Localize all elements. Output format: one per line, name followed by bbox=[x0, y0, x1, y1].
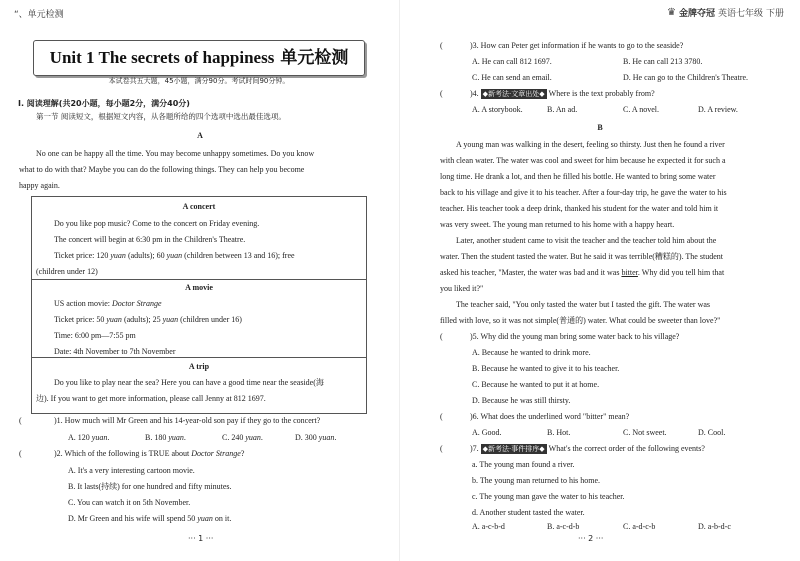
concert-line-2: The concert will begin at 6:30 pm in the Children's Theatre. bbox=[54, 235, 246, 244]
q5-answer-bracket[interactable]: ( bbox=[440, 332, 443, 341]
q5-option-a[interactable]: A. Because he wanted to drink more. bbox=[472, 348, 591, 357]
q7-option-a[interactable]: A. a-c-b-d bbox=[472, 522, 505, 531]
q3-stem: )3. How can Peter get information if he wants to go to the seaside? bbox=[470, 41, 684, 50]
q1-stem: )1. How much will Mr Green and his 14-year-old son pay if they go to the concert? bbox=[54, 416, 321, 425]
q4-tag: ◆新考法·文章出处◆ bbox=[482, 90, 545, 98]
passage-a-line-3: happy again. bbox=[19, 181, 60, 190]
q7-option-d[interactable]: D. a-b-d-c bbox=[698, 522, 731, 531]
concert-line-3: Ticket price: 120 yuan (adults); 60 yuan (children between 13 and 16); free bbox=[54, 251, 295, 260]
q3-option-d[interactable]: D. He can go to the Children's Theatre. bbox=[623, 73, 749, 82]
movie-line-4: Date: 4th November to 7th November bbox=[54, 347, 176, 356]
passage-b-line-5: teacher. His teacher took a deep drink, thanked his student for the water and told him it bbox=[440, 204, 719, 213]
movie-title: A movie bbox=[185, 283, 213, 292]
title-cn: 单元检测 bbox=[280, 48, 349, 68]
q7-stem: What's the correct order of the following events? bbox=[548, 444, 705, 453]
q4-option-c[interactable]: C. A novel. bbox=[623, 105, 660, 114]
page-number-left: ··· 1 ··· bbox=[188, 534, 214, 543]
q2-stem: )2. Which of the following is TRUE about Doctor Strange? bbox=[54, 449, 245, 458]
q7-event-d: d. Another student tasted the water. bbox=[472, 508, 585, 517]
concert-line-1: Do you like pop music? Come to the concert on Friday evening. bbox=[54, 219, 260, 228]
q6-stem: )6. What does the underlined word "bitter" mean? bbox=[470, 412, 630, 421]
q2-option-c[interactable]: C. You can watch it on 5th November. bbox=[68, 498, 191, 507]
q2-option-d[interactable]: D. Mr Green and his wife will spend 50 yuan on it. bbox=[68, 514, 232, 523]
header-term: 下册 bbox=[765, 9, 784, 19]
q1-option-b[interactable]: B. 180 yuan. bbox=[145, 433, 186, 442]
passage-b-line-4: back to his village and give it to his teacher. After a four-day trip, he gave the water to his bbox=[440, 188, 727, 197]
q5-option-c[interactable]: C. Because he wanted to put it at home. bbox=[472, 380, 600, 389]
section1-instructions: 第一节 阅读短文，根据短文内容，从各题所给的四个选项中选出最佳选项。 bbox=[36, 112, 286, 121]
q5-stem: )5. Why did the young man bring some water back to his village? bbox=[470, 332, 680, 341]
trip-title: A trip bbox=[188, 362, 210, 371]
trip-line-2: 边). If you want to get more information, please call Jenny at 812 1697. bbox=[36, 394, 266, 403]
q6-option-d[interactable]: D. Cool. bbox=[698, 428, 726, 437]
q4-option-d[interactable]: D. A review. bbox=[698, 105, 738, 114]
q1-option-c[interactable]: C. 240 yuan. bbox=[222, 433, 263, 442]
header-subject: 英语七年级 bbox=[717, 9, 763, 19]
q3-option-b[interactable]: B. He can call 213 3780. bbox=[623, 57, 703, 66]
passage-b-line-11: The teacher said, "You only tasted the water but I tasted the gift. The water was bbox=[456, 300, 711, 309]
q7-option-c[interactable]: C. a-d-c-b bbox=[623, 522, 656, 531]
section1-heading: Ⅰ. 阅读理解(共20小题，每小题2分，满分40分) bbox=[18, 99, 190, 108]
header-unit-test: 单元检测 bbox=[27, 10, 64, 20]
passage-b-line-9: asked his teacher, "Master, the water was bad and it was bitter. Why did you tell him that bbox=[440, 268, 725, 277]
passage-a-line-1: No one can be happy all the time. You may become unhappy sometimes. Do you know bbox=[36, 149, 315, 158]
passage-b-line-6: was very sweet. The young man returned to his home with a happy heart. bbox=[440, 220, 675, 229]
q4-answer-bracket[interactable]: ( bbox=[440, 89, 443, 98]
q3-option-a[interactable]: A. He can call 812 1697. bbox=[472, 57, 552, 66]
movie-line-3: Time: 6:00 pm—7:55 pm bbox=[54, 331, 136, 340]
q7-stem-line: )7. ◆新考法·事件排序◆ What's the correct order of the following events? bbox=[470, 444, 705, 453]
trip-line-1: Do you like to play near the sea? Here you can have a good time near the seaside(海 bbox=[54, 378, 324, 387]
page-number-right: ··· 2 ··· bbox=[578, 534, 604, 543]
passage-b-line-3: long time. He drank a lot, and then he filled his bottle. He wanted to bring some water bbox=[440, 172, 716, 181]
passage-b-line-1: A young man was walking in the desert, feeling so thirsty. Just then he found a river bbox=[456, 140, 725, 149]
q4-stem-line: )4. ◆新考法·文章出处◆ Where is the text probably from? bbox=[470, 89, 655, 98]
q1-answer-bracket[interactable]: ( bbox=[19, 416, 22, 425]
right-page bbox=[400, 0, 800, 561]
q7-event-c: c. The young man gave the water to his teacher. bbox=[472, 492, 625, 501]
passage-a-line-2: what to do with that? Maybe you can do the following things. They can help you become bbox=[19, 165, 305, 174]
q7-option-b[interactable]: B. a-c-d-b bbox=[547, 522, 580, 531]
title-subtitle: 本试卷共五大题，45小题，满分90分。考试时间90分钟。 bbox=[108, 77, 290, 85]
q6-option-a[interactable]: A. Good. bbox=[472, 428, 502, 437]
page-number-left-value: 1 bbox=[198, 534, 204, 543]
q5-option-d[interactable]: D. Because he was still thirsty. bbox=[472, 396, 571, 405]
header-left: “、单元检测 bbox=[14, 10, 64, 20]
q7-tag: ◆新考法·事件排序◆ bbox=[482, 445, 545, 453]
q2-option-a[interactable]: A. It's a very interesting cartoon movie. bbox=[68, 466, 195, 475]
passage-b-line-7: Later, another student came to visit the teacher and the teacher told him about the bbox=[456, 236, 717, 245]
q1-option-d[interactable]: D. 300 yuan. bbox=[295, 433, 337, 442]
notice-divider-1 bbox=[31, 279, 367, 280]
passage-a-label: A bbox=[197, 131, 203, 140]
q5-option-b[interactable]: B. Because he wanted to give it to his teacher. bbox=[472, 364, 620, 373]
q6-option-c[interactable]: C. Not sweet. bbox=[623, 428, 667, 437]
q2-answer-bracket[interactable]: ( bbox=[19, 449, 22, 458]
q3-option-c[interactable]: C. He can send an email. bbox=[472, 73, 552, 82]
q7-event-a: a. The young man found a river. bbox=[472, 460, 575, 469]
concert-line-4: (children under 12) bbox=[36, 267, 98, 276]
movie-line-2: Ticket price: 50 yuan (adults); 25 yuan (children under 16) bbox=[54, 315, 242, 324]
passage-b-line-10: you liked it?" bbox=[440, 284, 484, 293]
header-right bbox=[667, 6, 784, 19]
q4-option-b[interactable]: B. An ad. bbox=[547, 105, 578, 114]
q4-option-a[interactable]: A. A storybook. bbox=[472, 105, 523, 114]
title-box bbox=[33, 40, 365, 76]
concert-title: A concert bbox=[182, 202, 216, 211]
q7-answer-bracket[interactable]: ( bbox=[440, 444, 443, 453]
q7-event-b: b. The young man returned to his home. bbox=[472, 476, 601, 485]
passage-b-line-8: water. Then the student tasted the water. But he said it was terrible(糟糕的). The student bbox=[440, 252, 723, 261]
crown-icon: ♛ bbox=[666, 7, 676, 18]
q2-option-b[interactable]: B. It lasts(持续) for one hundred and fifty minutes. bbox=[68, 482, 232, 491]
q1-option-a[interactable]: A. 120 yuan. bbox=[68, 433, 110, 442]
page-number-right-value: 2 bbox=[588, 534, 594, 543]
q4-stem: Where is the text probably from? bbox=[548, 89, 655, 98]
movie-line-1: US action movie: Doctor Strange bbox=[54, 299, 162, 308]
notice-divider-2 bbox=[31, 357, 367, 358]
q3-answer-bracket[interactable]: ( bbox=[440, 41, 443, 50]
passage-b-line-12: filled with love, so it was not simple(普通的) water. What could be sweeter than love?" bbox=[440, 316, 721, 325]
q6-option-b[interactable]: B. Hot. bbox=[547, 428, 571, 437]
passage-b-label: B bbox=[597, 123, 603, 132]
header-brand: 金牌夺冠 bbox=[678, 9, 715, 19]
passage-b-line-2: with clean water. The water was cool and sweet for him because he expected it for such a bbox=[440, 156, 726, 165]
title-en: Unit 1 The secrets of happiness bbox=[49, 48, 275, 67]
q6-answer-bracket[interactable]: ( bbox=[440, 412, 443, 421]
